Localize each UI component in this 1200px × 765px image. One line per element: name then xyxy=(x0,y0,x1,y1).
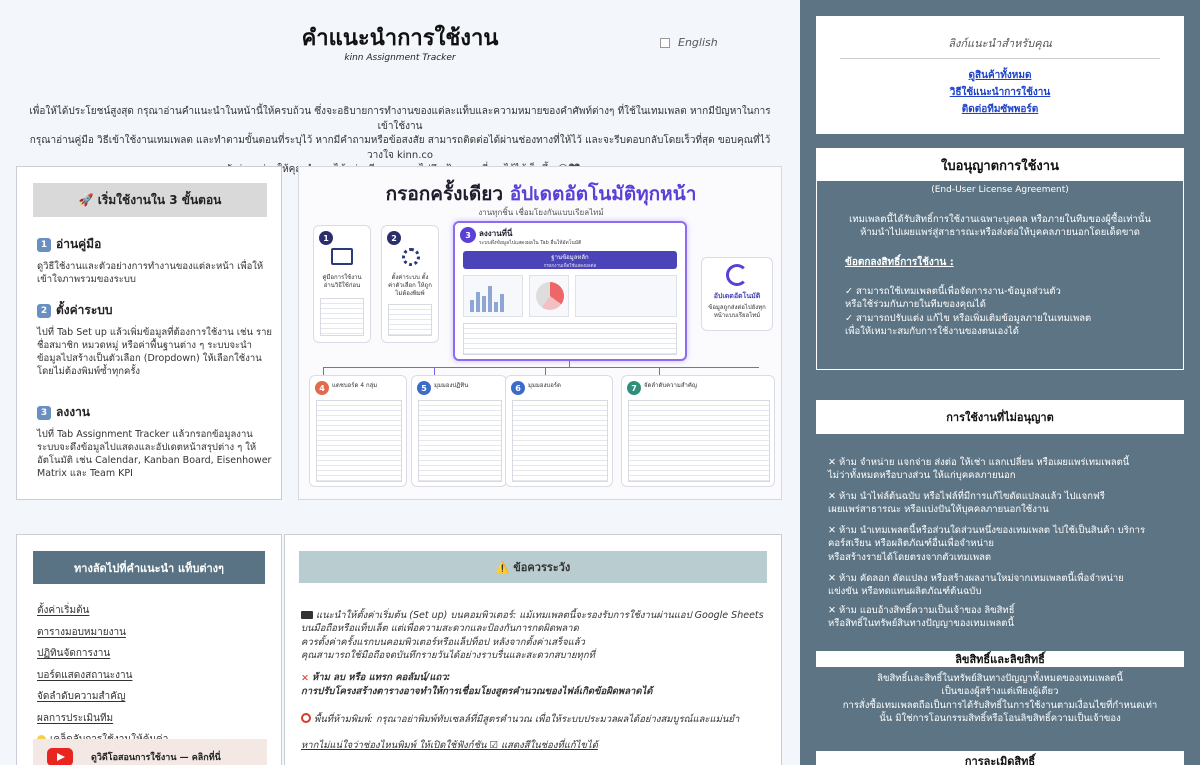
prohibited-line: หรือสร้างรายได้โดยตรงจากตัวเทมเพลต xyxy=(828,551,992,563)
intro-line: เพื่อให้ได้ประโยชน์สูงสุด กรุณาอ่านคำแนะนำในหน้านี้ให้ครบถ้วน ซึ่งจะอธิบายการทำงานของแต่ละแท็บและความหมายของคำศัพท์ต่างๆ ที่ใช้ในเทมเพลต หากมีปัญหาในการเข้าใช้งาน xyxy=(29,106,771,132)
violation-title: การละเมิดสิทธิ์ xyxy=(816,751,1184,765)
cautions-panel xyxy=(284,534,782,765)
step-number-badge: 1 xyxy=(37,238,51,252)
infographic-title xyxy=(299,179,783,209)
mini-bar-chart xyxy=(470,282,504,312)
link-contact-support[interactable]: ติดต่อทีมซัพพอร์ต xyxy=(961,104,1039,115)
language-checkbox[interactable] xyxy=(660,38,670,48)
sidebar xyxy=(800,0,1200,765)
prohibited-icon xyxy=(301,713,311,723)
sheet-thumbnail xyxy=(512,400,608,482)
license-condition-line: เพื่อให้เหมาะสมกับการใช้งานของตนเองได้ xyxy=(845,325,1019,337)
copyright-text xyxy=(816,672,1184,725)
caution-no-delete-insert xyxy=(301,671,769,699)
caution-no-type-area xyxy=(301,713,769,726)
infographic-title-part: กรอกครั้งเดียว xyxy=(385,183,510,205)
prohibited-line: ✕ ห้าม นำเทมเพลตนี้หรือส่วนใดส่วนหนึ่งของเทมเพลต ไปใช้เป็นสินค้า บริการ xyxy=(828,525,1146,536)
card-caption: มุมมองบอร์ด xyxy=(528,382,561,389)
prohibited-line: ✕ ห้าม แอบอ้างสิทธิ์ความเป็นเจ้าของ ลิขสิทธิ์ xyxy=(828,605,1015,616)
card-caption: แดชบอร์ด 4 กลุ่ม xyxy=(332,382,378,389)
shortcut-link-priority[interactable]: จัดลำดับความสำคัญ xyxy=(37,691,126,702)
caution-text: แนะนำให้ตั้งค่าเริ่มต้น (Set up) บนคอมพิวเตอร์: แม้เทมเพลตนี้จะรองรับการใช้งานผ่านแอป Google Sheets xyxy=(316,610,764,621)
prohibited-line: แข่งขัน หรือทดแทนผลิตภัณฑ์ต้นฉบับ xyxy=(828,586,982,598)
license-box xyxy=(816,148,1184,370)
copyright-line: การสั่งซื้อเทมเพลตถือเป็นการได้รับสิทธิ์ในการใช้งานตามเงื่อนไขที่กำหนดเท่า xyxy=(842,699,1158,711)
shortcut-link-team-evaluation[interactable]: ผลการประเมินทีม xyxy=(37,712,114,724)
step-description: ดูวิธีใช้งานและตัวอย่างการทำงานของแต่ละหน้า เพื่อให้เข้าใจภาพรวมของระบบ xyxy=(37,261,264,286)
caution-editable-cells-tip: หากไม่แน่ใจว่าช่องไหนพิมพ์ ให้เปิดใช้ฟังก์ชัน ☑ แสดงสีในช่องที่แก้ไขได้ xyxy=(301,740,598,751)
infographic-card-dashboard xyxy=(309,375,407,487)
prohibited-line: ✕ ห้าม จำหน่าย แจกจ่าย ส่งต่อ ให้เช่า แลกเปลี่ยน หรือเผยแพร่เทมเพลตนี้ xyxy=(828,457,1130,468)
infographic-card-board xyxy=(505,375,613,487)
card-caption: มุมมองปฏิทิน xyxy=(434,382,469,389)
step-read-manual xyxy=(37,235,273,286)
mini-heatmap xyxy=(575,275,677,317)
card-caption: จัดลำดับความสำคัญ xyxy=(644,382,698,389)
license-condition-line: ✓ สามารถปรับแต่ง แก้ไข หรือเพิ่มเติมข้อมูลภายในเทมเพลต xyxy=(845,312,1092,324)
connector-line xyxy=(659,367,660,375)
prohibited-item xyxy=(828,456,1168,483)
prohibited-item xyxy=(828,524,1168,564)
caution-text: พื้นที่ห้ามพิมพ์: กรุณาอย่าพิมพ์ทับเซลล์ที่มีสูตรคำนวณ เพื่อให้ระบบประมวลผลได้อย่างสมบูรณ์และแม่นยำ xyxy=(314,714,740,725)
prohibited-line: เผยแพร่สาธารณะ หรือแบ่งปันให้บุคคลภายนอกใช้งาน xyxy=(828,504,1049,516)
sheet-thumbnail xyxy=(463,323,677,355)
copyright-line: นั้น มิใช่การโอนกรรมสิทธิ์หรือโอนลิขสิทธิ์ความเป็นเจ้าของ xyxy=(879,712,1121,724)
sheet-thumbnail xyxy=(316,400,402,482)
page-subtitle: kinn Assignment Tracker xyxy=(344,53,456,63)
card-number: 7 xyxy=(627,381,641,395)
infographic-card-manual xyxy=(313,225,371,343)
tab-shortcuts-panel xyxy=(16,534,282,765)
card-number: 4 xyxy=(315,381,329,395)
prohibited-line: คอร์สเรียน หรือผลิตภัณฑ์อื่นเพื่อจำหน่าย xyxy=(828,538,994,550)
infographic-title-highlight: อัปเดตอัตโนมัติทุกหน้า xyxy=(509,183,697,205)
card-number: 5 xyxy=(417,381,431,395)
card-caption: ข้อมูลถูกส่งต่อไปยังทุกหน้าแบบเรียลไทม์ xyxy=(708,304,766,319)
license-text-line: ห้ามนำไปเผยแพร่สู่สาธารณะหรือส่งต่อให้บุคคลภายนอกโดยเด็ดขาด xyxy=(860,227,1140,239)
license-condition-line: หรือใช้ร่วมกันภายในทีมของคุณได้ xyxy=(845,299,986,311)
card-number: 2 xyxy=(387,231,401,245)
card-number: 3 xyxy=(460,227,476,243)
caution-text: การปรับโครงสร้างตารางอาจทำให้การเชื่อมโยงสูตรคำนวณของไฟล์เกิดข้อผิดพลาดได้ xyxy=(301,686,653,698)
step-number-badge: 2 xyxy=(37,304,51,318)
youtube-tutorial-link[interactable] xyxy=(33,739,267,765)
connector-line xyxy=(434,367,435,375)
step-setup xyxy=(37,301,273,378)
mini-dashboard xyxy=(463,275,523,317)
license-text-line: เทมเพลตนี้ได้รับสิทธิ์การใช้งานเฉพาะบุคคล หรือภายในทีมของผู้ซื้อเท่านั้น xyxy=(849,214,1151,225)
card-title: ลงงานที่นี่ xyxy=(479,229,513,238)
book-icon xyxy=(331,248,353,265)
recommended-links-box xyxy=(816,16,1184,134)
step-description: ไปที่ Tab Set up แล้วเพิ่มข้อมูลที่ต้องการใช้งาน เช่น รายชื่อสมาชิก หมวดหมู่ หรือค่าพื้นฐานต่าง ๆ ระบบจะนำข้อมูลไปสร้างเป็นตัวเลือก (Dropdown) ให้เลือกใช้งาน โดยไม่ต้องพิมพ์ซ้ำทุกครั้ง xyxy=(37,327,272,378)
connector-line xyxy=(569,361,570,368)
card-caption: ตั้งค่าระบบ ตั้งค่าตัวเลือก ให้ถูกไม่ต้องพิมพ์ xyxy=(388,274,432,297)
prohibited-line: ไม่ว่าทั้งหมดหรือบางส่วน ให้แก่บุคคลภายนอก xyxy=(828,470,1016,482)
prohibited-use-title: การใช้งานที่ไม่อนุญาต xyxy=(816,400,1184,434)
intro-line: กรุณาอ่านคู่มือ วิธีเข้าใช้งานเทมเพลต และทำตามขั้นตอนที่ระบุไว้ หากมีคำถามหรือข้อสงสัย สามารถติดต่อได้ผ่านช่องทางที่ให้ไว้ และจะรีบตอบกลับโดยเร็วที่สุด ขอบคุณที่ไว้วางใจ kinn.co xyxy=(29,135,771,161)
step-title: ลงงาน xyxy=(56,405,91,419)
step-number-badge: 3 xyxy=(37,406,51,420)
database-bar-title: ฐานข้อมูลหลัก xyxy=(551,253,589,261)
infographic-card-calendar xyxy=(411,375,507,487)
license-conditions-title: ข้อตกลงสิทธิ์การใช้งาน : xyxy=(845,257,954,268)
prohibited-item xyxy=(828,572,1168,599)
sheet-thumbnail xyxy=(628,400,770,482)
license-subtitle: (End-User License Agreement) xyxy=(931,185,1069,195)
recommended-links-title: ลิงก์แนะนำสำหรับคุณ xyxy=(840,34,1160,59)
license-text xyxy=(817,213,1183,240)
youtube-link-label: ดูวิดีโอสอนการใช้งาน — คลิกที่นี่ xyxy=(91,753,221,763)
step-log-work xyxy=(37,403,273,480)
prohibited-line: หรือสิทธิ์ในทรัพย์สินทางปัญญาของเทมเพลตนี้ xyxy=(828,618,1014,630)
prohibited-item xyxy=(828,490,1168,517)
card-number: 1 xyxy=(319,231,333,245)
connector-line xyxy=(545,367,546,375)
mini-pie-card xyxy=(529,275,569,317)
prohibited-line: ✕ ห้าม นำไฟล์ต้นฉบับ หรือไฟล์ที่มีการแก้ไขดัดแปลงแล้ว ไปแจกฟรี xyxy=(828,491,1105,502)
caution-text: ห้าม ลบ หรือ แทรก คอลัมน์/แถว: xyxy=(311,672,451,683)
database-bar xyxy=(463,251,677,269)
infographic-card-priority xyxy=(621,375,775,487)
card-caption: คู่มือการใช้งาน อ่านวิธีใช้ก่อน xyxy=(322,274,362,289)
sheet-thumbnail xyxy=(418,400,502,482)
sheet-thumbnail xyxy=(388,304,432,336)
infographic-card-auto-update xyxy=(701,257,773,331)
step-title: อ่านคู่มือ xyxy=(56,237,102,251)
language-label: English xyxy=(678,36,718,49)
youtube-icon xyxy=(47,748,73,765)
refresh-icon xyxy=(726,264,748,286)
cautions-heading: ⚠️ ข้อควรระวัง xyxy=(299,551,767,583)
card-number: 6 xyxy=(511,381,525,395)
caution-text: ควรตั้งค่าครั้งแรกบนคอมพิวเตอร์หรือแล็ปท็อป หลังจากตั้งค่าเสร็จแล้ว xyxy=(301,636,585,648)
step-title: ตั้งค่าระบบ xyxy=(56,303,113,317)
cross-icon: ✕ xyxy=(301,673,309,684)
link-all-products[interactable]: ดูสินค้าทั้งหมด xyxy=(968,70,1032,81)
caution-setup-on-computer xyxy=(301,609,769,663)
prohibited-item xyxy=(828,604,1168,631)
caution-text: คุณสามารถใช้มือถือจดบันทึกรายวันได้อย่างราบรื่นและสะดวกสบายทุกที่ xyxy=(301,650,595,662)
copyright-line: เป็นของผู้สร้างแต่เพียงผู้เดียว xyxy=(941,686,1059,698)
page-title: คำแนะนำการใช้งาน xyxy=(301,26,499,51)
tab-shortcuts-heading: ทางลัดไปที่คำแนะนำ แท็บต่างๆ xyxy=(33,551,265,584)
caution-text: บนมือถือหรือแท็บเล็ต แต่เพื่อความสะดวกและป้องกันการกดผิดพลาด xyxy=(301,623,579,635)
database-bar-subtitle: กรอกงานเพื่อใช้แสดงผลต่อ xyxy=(543,263,597,269)
infographic-subtitle: งานทุกชิ้น เชื่อมโยงกันแบบเรียลไทม์ xyxy=(478,208,604,217)
license-title: ใบอนุญาตการใช้งาน xyxy=(817,149,1183,181)
language-toggle[interactable] xyxy=(660,36,718,49)
card-subtitle: ระบบดึงข้อมูลไปแสดงผลใน Tab อื่นให้อัตโนมัติ xyxy=(479,240,582,246)
sheet-thumbnail xyxy=(320,298,364,336)
copyright-title: ลิขสิทธิ์และลิขสิทธิ์ xyxy=(816,651,1184,667)
mini-pie-chart xyxy=(536,282,564,310)
card-title: อัปเดตอัตโนมัติ xyxy=(713,292,761,300)
link-how-to-use[interactable]: วิธีใช้แนะนำการใช้งาน xyxy=(949,87,1051,98)
shortcut-link-calendar[interactable]: ปฏิทินจัดการงาน xyxy=(37,648,111,659)
step-description: ไปที่ Tab Assignment Tracker แล้วกรอกข้อมูลงาน ระบบจะดึงข้อมูลไปแสดงและอัปเดตหน้าสรุปต่าง ๆ ให้อัตโนมัติ เช่น Calendar, Kanban Board, Eisenhower Matrix และ Team KPI xyxy=(37,429,272,480)
shortcut-link-status-board[interactable]: บอร์ดแสดงสถานะงาน xyxy=(37,669,133,681)
connector-line xyxy=(323,367,759,368)
prohibited-line: ✕ ห้าม คัดลอก ดัดแปลง หรือสร้างผลงานใหม่จากเทมเพลตนี้เพื่อจำหน่าย xyxy=(828,573,1124,584)
getting-started-panel xyxy=(16,166,282,500)
shortcut-link-assignment-table[interactable]: ตารางมอบหมายงาน xyxy=(37,626,126,638)
connector-line xyxy=(323,367,324,375)
copyright-line: ลิขสิทธิ์และสิทธิ์ในทรัพย์สินทางปัญญาทั้งหมดของเทมเพลตนี้ xyxy=(877,673,1123,684)
getting-started-heading: 🚀 เริ่มใช้งานใน 3 ขั้นตอน xyxy=(33,183,267,217)
infographic-card-setup xyxy=(381,225,439,343)
tab-shortcuts-list xyxy=(37,603,168,754)
infographic-card-log-work xyxy=(453,221,687,361)
gear-icon xyxy=(402,248,420,266)
license-condition-line: ✓ สามารถใช้เทมเพลตนี้เพื่อจัดการงาน-ข้อมูลส่วนตัว xyxy=(845,286,1061,297)
laptop-icon xyxy=(301,611,313,619)
shortcut-link-setup[interactable]: ตั้งค่าเริ่มต้น xyxy=(37,605,90,616)
workflow-infographic xyxy=(298,166,782,500)
license-condition-1 xyxy=(845,285,1165,338)
